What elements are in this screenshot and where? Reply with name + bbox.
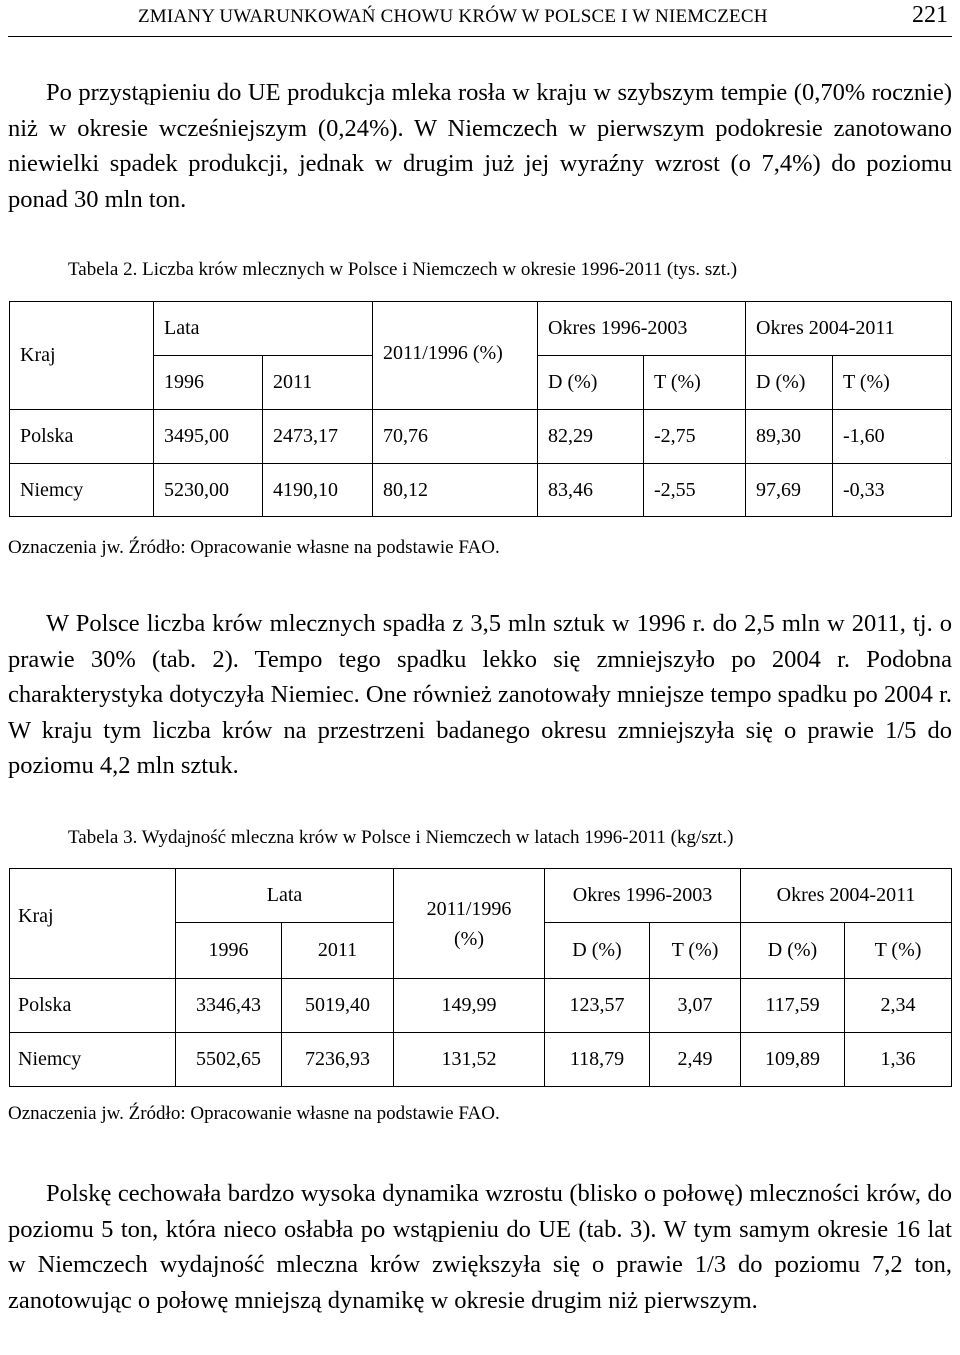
paragraph-3 (8, 1176, 952, 1318)
paragraph-2-text: W Polsce liczba krów mlecznych spadła z 3,5 mln sztuk w 1996 r. do 2,5 mln w 2011, tj. o prawie 30% (tab. 2). Tempo tego spadku lekko się zmniejszyło po 2004 r. Podobna charakterystyka dotyczyła Niemiec. One również zanotowały mniejsze tempo spadku po 2004 r. W kraju tym liczba krów na przestrzeni badanego okresu zmniejszyła się o prawie 1/5 do poziomu 4,2 mln sztuk. (8, 610, 952, 779)
table-3-header-2011: 2011 (282, 923, 394, 979)
table-2-header-d2: D (%) (746, 356, 833, 410)
table-3-header-okres-2: Okres 2004-2011 (741, 869, 952, 923)
table-cell: 3495,00 (154, 410, 263, 464)
table-3-header-ratio-line-1: 2011/1996 (426, 897, 512, 920)
table-2-header-kraj: Kraj (10, 302, 154, 410)
table-2-header-t1: T (%) (644, 356, 746, 410)
table-cell: 5019,40 (282, 979, 394, 1033)
table-cell: 5230,00 (154, 464, 263, 517)
table-cell: 3346,43 (176, 979, 282, 1033)
table-cell: Niemcy (10, 1033, 176, 1087)
table-cell: -2,55 (644, 464, 746, 517)
table-3-header-t2: T (%) (845, 923, 952, 979)
table-cell: 97,69 (746, 464, 833, 517)
table-cell: 2473,17 (263, 410, 373, 464)
table-cell: 123,57 (545, 979, 650, 1033)
table-cell: 2,49 (650, 1033, 741, 1087)
table-3-header-ratio (394, 869, 545, 979)
table-2-header-1996: 1996 (154, 356, 263, 410)
table-cell: Niemcy (10, 464, 154, 517)
table-3-header-1996: 1996 (176, 923, 282, 979)
table-cell: -2,75 (644, 410, 746, 464)
table-3-note: Oznaczenia jw. Źródło: Opracowanie własne na podstawie FAO. (8, 1103, 500, 1124)
table-cell: 109,89 (741, 1033, 845, 1087)
table-3 (9, 868, 952, 1087)
table-3-header-lata: Lata (176, 869, 394, 923)
table-cell: Polska (10, 979, 176, 1033)
table-cell: 3,07 (650, 979, 741, 1033)
table-row (10, 979, 952, 1033)
table-row (10, 410, 952, 464)
table-cell: 80,12 (373, 464, 538, 517)
table-cell: 89,30 (746, 410, 833, 464)
table-cell: 131,52 (394, 1033, 545, 1087)
table-2-header-row (10, 302, 952, 356)
paragraph-2 (8, 606, 952, 784)
running-title: ZMIANY UWARUNKOWAŃ CHOWU KRÓW W POLSCE I W NIEMCZECH (138, 6, 768, 27)
table-2-header-d1: D (%) (538, 356, 644, 410)
running-header (8, 0, 952, 37)
table-cell: 117,59 (741, 979, 845, 1033)
table-cell: 4190,10 (263, 464, 373, 517)
table-cell: 149,99 (394, 979, 545, 1033)
table-cell: 7236,93 (282, 1033, 394, 1087)
table-row (10, 464, 952, 517)
table-cell: Polska (10, 410, 154, 464)
table-3-caption: Tabela 3. Wydajność mleczna krów w Polsce i Niemczech w latach 1996-2011 (kg/szt.) (68, 827, 734, 848)
table-2-caption: Tabela 2. Liczba krów mlecznych w Polsce i Niemczech w okresie 1996-2011 (tys. szt.) (68, 259, 738, 280)
page-number: 221 (912, 2, 948, 28)
table-cell: 118,79 (545, 1033, 650, 1087)
table-3-header-d1: D (%) (545, 923, 650, 979)
table-2-header-lata: Lata (154, 302, 373, 356)
table-2-header-ratio: 2011/1996 (%) (373, 302, 538, 410)
table-3-header-t1: T (%) (650, 923, 741, 979)
table-3-header-row (10, 869, 952, 923)
paragraph-1 (8, 75, 952, 217)
table-3-header-ratio-line-2: (%) (454, 927, 484, 950)
table-3-header-d2: D (%) (741, 923, 845, 979)
table-2-header-okres-2: Okres 2004-2011 (746, 302, 952, 356)
table-cell: -0,33 (833, 464, 952, 517)
table-2-header-t2: T (%) (833, 356, 952, 410)
paragraph-1-text: Po przystąpieniu do UE produkcja mleka rosła w kraju w szybszym tempie (0,70% rocznie) niż w okresie wcześniejszym (0,24%). W Niemczech w pierwszym podokresie zanotowano niewielki spadek produkcji, jednak w drugim już jej wyraźny wzrost (o 7,4%) do poziomu ponad 30 mln ton. (8, 79, 952, 213)
table-row (10, 1033, 952, 1087)
paragraph-3-text: Polskę cechowała bardzo wysoka dynamika wzrostu (blisko o połowę) mleczności krów, do poziomu 5 ton, która nieco osłabła po wstąpieniu do UE (tab. 3). W tym samym okresie 16 lat w Niemczech wydajność mleczna krów zwiększyła się o prawie 1/3 do poziomu 7,2 ton, zanotowując o połowę mniejszą dynamikę w okresie drugim niż pierwszym. (8, 1180, 952, 1314)
table-cell: 70,76 (373, 410, 538, 464)
table-cell: 83,46 (538, 464, 644, 517)
table-cell: 1,36 (845, 1033, 952, 1087)
table-cell: 2,34 (845, 979, 952, 1033)
table-2-header-2011: 2011 (263, 356, 373, 410)
table-3-header-kraj: Kraj (10, 869, 176, 979)
table-2 (9, 301, 952, 517)
table-2-header-okres-1: Okres 1996-2003 (538, 302, 746, 356)
table-cell: -1,60 (833, 410, 952, 464)
table-2-note: Oznaczenia jw. Źródło: Opracowanie własne na podstawie FAO. (8, 537, 500, 558)
table-cell: 82,29 (538, 410, 644, 464)
table-cell: 5502,65 (176, 1033, 282, 1087)
table-3-header-okres-1: Okres 1996-2003 (545, 869, 741, 923)
